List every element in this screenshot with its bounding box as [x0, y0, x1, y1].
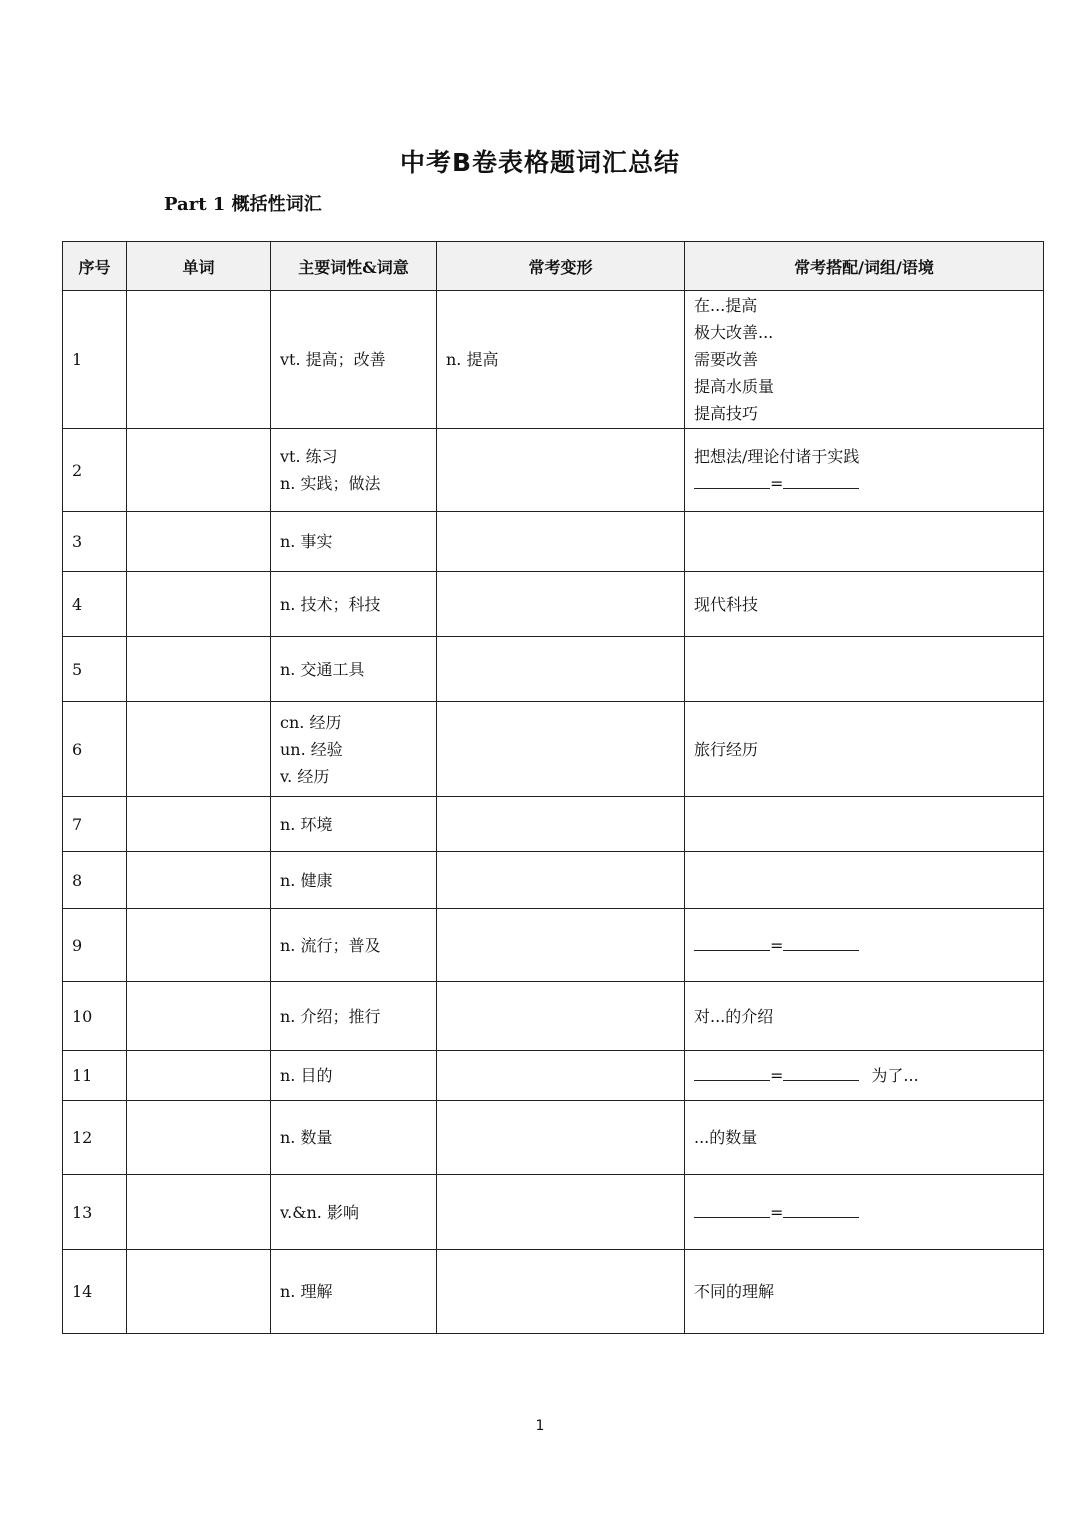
word-cell[interactable] [127, 637, 271, 702]
collocation-cell [685, 1051, 1044, 1101]
row-index: 4 [63, 572, 127, 637]
row-index: 10 [63, 982, 127, 1051]
variant-cell [437, 1051, 685, 1101]
variant-cell [437, 852, 685, 909]
equals-sign: = [770, 935, 784, 955]
collocation-line: 不同的理解 [694, 1282, 775, 1301]
meaning-line: n. 环境 [280, 814, 333, 834]
collocation-cell [685, 982, 1044, 1051]
header-collocations: 常考搭配/词组/语境 [685, 242, 1044, 291]
word-cell[interactable] [127, 572, 271, 637]
row-index: 8 [63, 852, 127, 909]
table-row [63, 637, 1044, 702]
variant-cell [437, 1175, 685, 1250]
header-meaning: 主要词性&词意 [271, 242, 437, 291]
header-index: 序号 [63, 242, 127, 291]
vocabulary-table [62, 241, 1044, 1334]
row-index: 11 [63, 1051, 127, 1101]
section-heading: Part 1 概括性词汇 [164, 194, 322, 215]
row-index: 14 [63, 1250, 127, 1334]
collocation-line: 提高技巧 [694, 404, 759, 423]
table-row [63, 429, 1044, 512]
meaning-line: v.&n. 影响 [280, 1202, 359, 1222]
equals-sign: = [770, 1066, 784, 1085]
blank-field[interactable] [694, 936, 770, 951]
meaning-line: n. 交通工具 [280, 659, 365, 679]
row-index: 6 [63, 702, 127, 797]
variant-cell [437, 429, 685, 512]
table-row [63, 1250, 1044, 1334]
word-cell[interactable] [127, 909, 271, 982]
meaning-cell [271, 429, 437, 512]
table-row [63, 797, 1044, 852]
variant-cell [437, 572, 685, 637]
table-row [63, 982, 1044, 1051]
word-cell[interactable] [127, 429, 271, 512]
meaning-cell [271, 1250, 437, 1334]
collocation-cell [685, 637, 1044, 702]
word-cell[interactable] [127, 1051, 271, 1101]
table-row [63, 572, 1044, 637]
table-row [63, 909, 1044, 982]
header-variant: 常考变形 [437, 242, 685, 291]
meaning-line: n. 流行；普及 [280, 935, 381, 955]
collocation-line: 提高水质量 [694, 377, 775, 396]
row-index: 1 [63, 291, 127, 429]
word-cell[interactable] [127, 702, 271, 797]
table-row [63, 1051, 1044, 1101]
collocation-line: 现代科技 [694, 594, 759, 614]
meaning-line: vt. 提高；改善 [280, 350, 386, 369]
table-row [63, 702, 1044, 797]
collocation-cell [685, 702, 1044, 797]
meaning-cell [271, 1051, 437, 1101]
table-row [63, 1101, 1044, 1175]
meaning-cell [271, 797, 437, 852]
meaning-line: n. 事实 [280, 532, 333, 551]
collocation-cell [685, 797, 1044, 852]
variant-cell [437, 1250, 685, 1334]
word-cell[interactable] [127, 1101, 271, 1175]
collocation-line: 把想法/理论付诸于实践 [694, 447, 860, 466]
collocation-line: ...的数量 [694, 1128, 758, 1147]
word-cell[interactable] [127, 1250, 271, 1334]
table-header-row [63, 242, 1044, 291]
blank-field[interactable] [694, 1203, 770, 1218]
collocation-cell [685, 572, 1044, 637]
blank-field[interactable] [783, 474, 859, 489]
blank-field[interactable] [783, 1203, 859, 1218]
meaning-cell [271, 291, 437, 429]
meaning-line: un. 经验 [280, 739, 343, 759]
meaning-line: n. 目的 [280, 1066, 333, 1085]
meaning-line: cn. 经历 [280, 712, 342, 732]
collocation-cell [685, 852, 1044, 909]
meaning-cell [271, 1101, 437, 1175]
meaning-cell [271, 1175, 437, 1250]
row-index: 12 [63, 1101, 127, 1175]
row-index: 9 [63, 909, 127, 982]
word-cell[interactable] [127, 797, 271, 852]
meaning-cell [271, 702, 437, 797]
header-word: 单词 [127, 242, 271, 291]
meaning-line: n. 数量 [280, 1128, 333, 1147]
document-title: 中考B卷表格题词汇总结 [399, 148, 681, 177]
meaning-line: n. 健康 [280, 870, 333, 890]
blank-field[interactable] [783, 1066, 859, 1081]
row-index: 2 [63, 429, 127, 512]
variant-cell [437, 702, 685, 797]
collocation-line: 需要改善 [694, 350, 759, 369]
word-cell[interactable] [127, 1175, 271, 1250]
table-row [63, 512, 1044, 572]
equals-sign: = [770, 474, 784, 493]
meaning-cell [271, 637, 437, 702]
meaning-cell [271, 512, 437, 572]
blank-field[interactable] [694, 474, 770, 489]
blank-suffix: 为了... [871, 1066, 919, 1085]
word-cell[interactable] [127, 982, 271, 1051]
collocation-cell [685, 909, 1044, 982]
meaning-cell [271, 909, 437, 982]
meaning-line: n. 实践；做法 [280, 474, 381, 493]
page-number: 1 [535, 1418, 545, 1434]
collocation-line: 在...提高 [694, 296, 758, 315]
collocation-cell [685, 429, 1044, 512]
word-cell[interactable] [127, 852, 271, 909]
row-index: 3 [63, 512, 127, 572]
collocation-line: 极大改善... [694, 323, 774, 342]
equals-sign: = [770, 1202, 784, 1222]
collocation-cell [685, 1101, 1044, 1175]
variant-cell [437, 637, 685, 702]
collocation-cell [685, 512, 1044, 572]
meaning-cell [271, 572, 437, 637]
variant-cell: n. 提高 [437, 291, 685, 429]
word-cell[interactable] [127, 512, 271, 572]
collocation-line: 对...的介绍 [694, 1006, 774, 1026]
variant-cell [437, 909, 685, 982]
meaning-cell [271, 852, 437, 909]
fill-blank-line [694, 932, 1034, 959]
table-row [63, 852, 1044, 909]
blank-field[interactable] [694, 1066, 770, 1081]
meaning-line: n. 技术；科技 [280, 594, 381, 614]
row-index: 7 [63, 797, 127, 852]
table-row [63, 291, 1044, 429]
row-index: 5 [63, 637, 127, 702]
collocation-cell [685, 1250, 1044, 1334]
collocation-line: 旅行经历 [694, 739, 759, 759]
collocation-cell [685, 291, 1044, 429]
meaning-line: v. 经历 [280, 766, 330, 786]
blank-field[interactable] [783, 936, 859, 951]
meaning-line: vt. 练习 [280, 447, 338, 466]
variant-cell [437, 797, 685, 852]
variant-cell [437, 512, 685, 572]
meaning-line: n. 理解 [280, 1282, 333, 1301]
meaning-line: n. 介绍；推行 [280, 1006, 381, 1026]
meaning-cell [271, 982, 437, 1051]
collocation-cell [685, 1175, 1044, 1250]
variant-cell [437, 1101, 685, 1175]
table-row [63, 1175, 1044, 1250]
fill-blank-line [694, 1062, 1034, 1089]
variant-cell [437, 982, 685, 1051]
word-cell[interactable] [127, 291, 271, 429]
fill-blank-line [694, 470, 1034, 497]
fill-blank-line [694, 1199, 1034, 1226]
row-index: 13 [63, 1175, 127, 1250]
